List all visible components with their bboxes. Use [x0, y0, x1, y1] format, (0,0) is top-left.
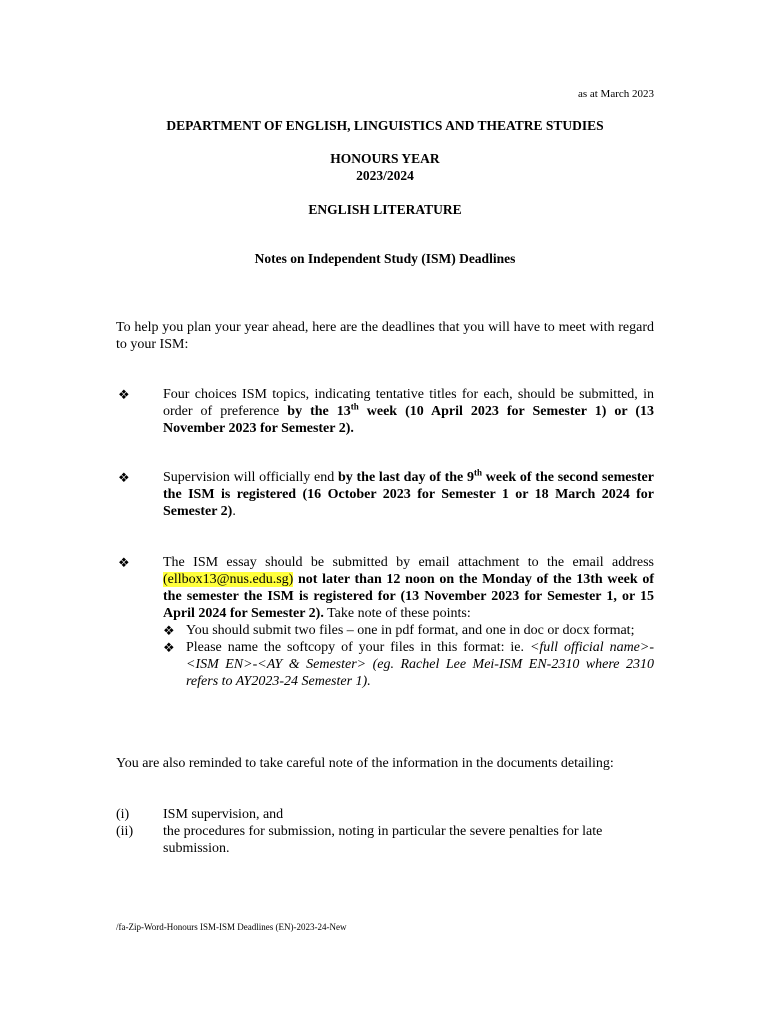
intro-paragraph: To help you plan your year ahead, here are the deadlines that you will have to meet with regard to your ISM:: [116, 320, 654, 352]
bullet-text: Four choices ISM topics, indicating tentative titles for each, should be submitted, in order of preference by the 13th week (10 April 2023 for Semester 1) or (13 November 2023 for Semester 2).: [163, 387, 654, 436]
diamond-bullet-icon: ❖: [118, 555, 130, 570]
document-title: Notes on Independent Study (ISM) Deadlines: [254, 251, 516, 266]
diamond-bullet-icon: ❖: [118, 387, 130, 402]
diamond-bullet-icon: ❖: [163, 640, 175, 655]
list-item: (ii) the procedures for submission, noting in particular the severe penalties for late submission.: [116, 824, 603, 856]
reminder-paragraph: You are also reminded to take careful note of the information in the documents detailing:: [116, 756, 614, 771]
sub-bullet-file-naming: ❖ Please name the softcopy of your files in this format: ie. <full official name>-<ISM EN>-<AY & Semester> (eg. Rachel Lee Mei-ISM EN-2310 where 2310 refers to AY2023-24 Semester 1).: [163, 640, 654, 689]
honours-year-heading: HONOURS YEAR: [330, 151, 440, 166]
sub-bullet-two-files: ❖ You should submit two files – one in pdf format, and one in doc or docx format;: [163, 623, 635, 638]
diamond-bullet-icon: ❖: [163, 623, 175, 638]
bullet-text: Supervision will officially end by the last day of the 9th week of the second semester the ISM is registered (16 October 2023 for Semester 1 or 18 March 2024 for Semester 2).: [163, 467, 654, 519]
footer-file-path: /fa-Zip-Word-Honours ISM-ISM Deadlines (EN)-2023-24-New: [116, 922, 347, 932]
as-at-date: as at March 2023: [577, 88, 654, 100]
list-item: (i) ISM supervision, and: [116, 807, 284, 822]
email-address-link[interactable]: (ellbox13@nus.edu.sg): [163, 572, 294, 587]
diamond-bullet-icon: ❖: [118, 470, 130, 485]
document-list: [116, 806, 654, 857]
academic-year-heading: 2023/2024: [356, 168, 414, 183]
department-heading: DEPARTMENT OF ENGLISH, LINGUISTICS AND THEATRE STUDIES: [166, 118, 604, 133]
bullet-text: The ISM essay should be submitted by email attachment to the email address (ellbox13@nus.edu.sg) not later than 12 noon on the Monday of the 13th week of the semester the ISM is registered for (13 November 2023 for Semester 1, or 15 April 2024 for Semester 2). Take note of these points: ❖ You should submit two files – one in pdf format, and one in doc or docx format; ❖ Please name the softcopy of your files in this format: ie. <full official name>-<ISM EN>-<AY & Semester> (eg. Rachel Lee Mei-ISM EN-2310 where 2310 refers to AY2023-24 Semester 1).: [163, 555, 654, 689]
subject-heading: ENGLISH LITERATURE: [308, 202, 462, 217]
